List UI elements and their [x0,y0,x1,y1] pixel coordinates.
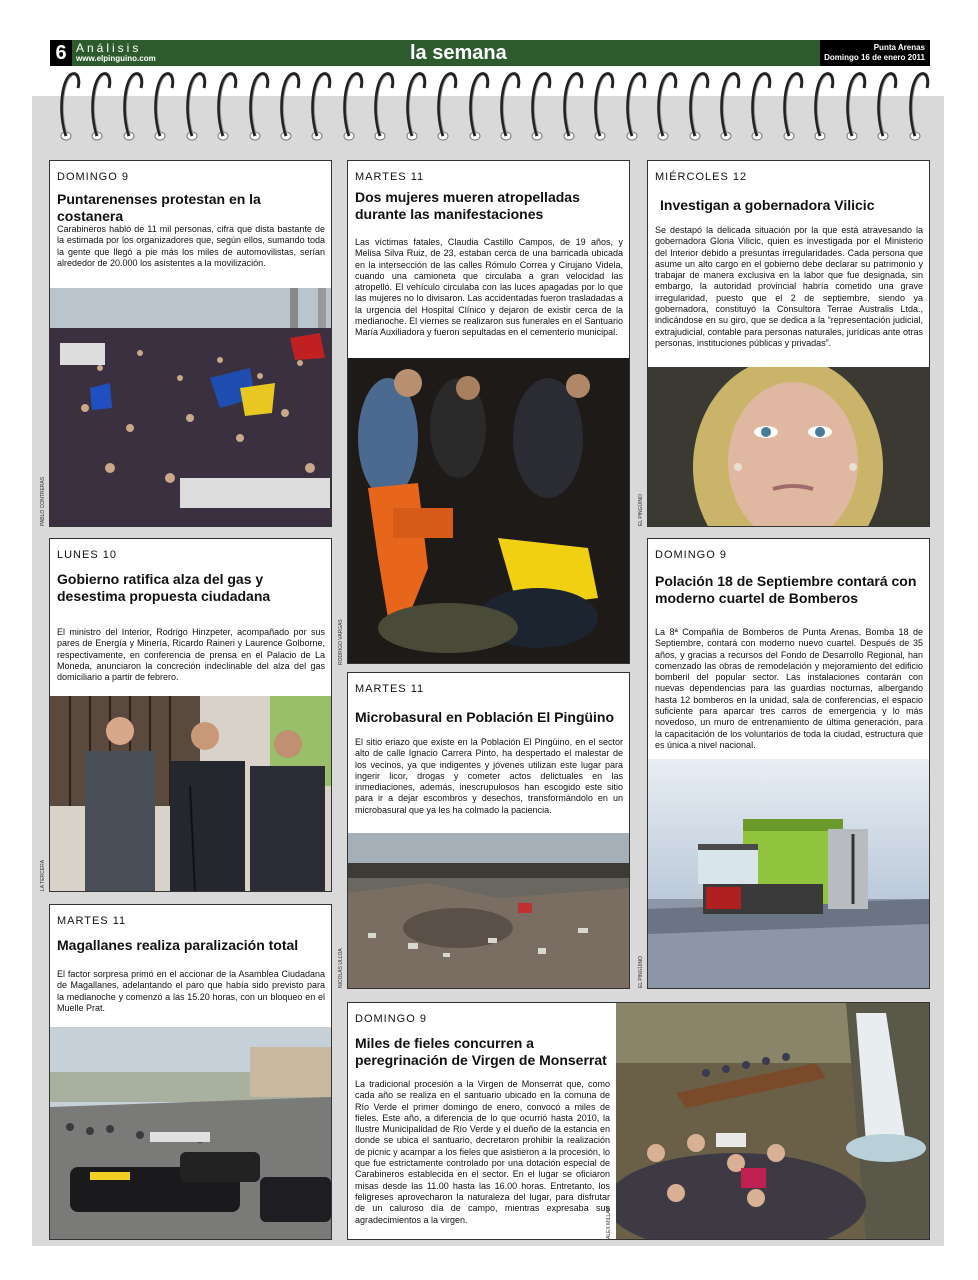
binding-ring [720,70,742,148]
photo-credit: NICOLÁS ULLOA [338,948,344,988]
article-day: MARTES 11 [355,171,425,183]
binding-ring [154,70,176,148]
binding-ring [751,70,773,148]
article-body: Las víctimas fatales, Claudia Castillo Campos, de 19 años, y Melisa Silva Ruiz, de 23, estaban cerca de una barricada ubicada en la intersección de las calles Rómulo Correa y Cirujano Videla, cuando una camioneta que circulaba a gran velocidad las atropelló. El vehículo circulaba con las luces apagadas por lo que las mujeres no lo divisaron. Las accidentadas fueron trasladadas a la urgencia del Hospital Clínico y dejaron de existir cerca de la medianoche. El viernes se realizaron sus funerales en el Santuario María Auxiliadora y fueron sepultadas en el cementerio municipal. [355,237,623,338]
binding-ring [500,70,522,148]
binding-ring [626,70,648,148]
photo-credit: ALEX MILLAO [606,1206,612,1239]
photo-credit: LA TERCERA [40,859,46,891]
article-paralizacion [49,904,332,1240]
binding-ring [343,70,365,148]
spiral-binding [50,70,930,150]
ministers-photo [50,696,331,891]
road-blockade-photo [50,1027,331,1239]
article-title: Puntarenenses protestan en la costanera [57,191,261,224]
binding-ring [249,70,271,148]
section-title: la semana [410,42,507,64]
article-bomberos [638,538,930,989]
binding-ring [91,70,113,148]
article-day: MARTES 11 [355,683,425,695]
accident-photo [348,358,629,663]
article-day: LUNES 10 [57,549,117,561]
binding-ring [814,70,836,148]
article-day: DOMINGO 9 [655,549,727,561]
article-monserrat [347,1002,930,1240]
binding-ring [311,70,333,148]
article-title: Magallanes realiza paralización total [57,937,299,953]
binding-ring [846,70,868,148]
pilgrimage-photo [616,1003,929,1239]
binding-ring [563,70,585,148]
article-day: MARTES 11 [57,915,127,927]
binding-ring [594,70,616,148]
article-title: Gobierno ratifica alza del gas y desestima propuesta ciudadana [57,571,271,604]
article-body: Carabineros habló de 11 mil personas, cifra que dista bastante de la estimada por los organizadores que, según ellos, sumando toda la gente que llegó a pie más los miles de automovilistas, serían alrededor de 20.000 los asistentes a la movilización. [57,224,325,268]
page-number: 6 [50,40,72,66]
article-gas [40,538,332,892]
website-url[interactable]: www.elpinguino.com [76,54,156,63]
article-body: El factor sorpresa primó en el accionar de la Asamblea Ciudadana de Magallanes, adelantando el paro que había sido previsto para la medianoche y comenzó a las 15.20 horas, con un bloqueo en el Muelle Prat. [57,969,325,1013]
article-gobernadora [638,160,930,527]
article-day: DOMINGO 9 [57,171,129,183]
binding-ring [783,70,805,148]
binding-ring [531,70,553,148]
garbage-site-photo [348,833,629,988]
governor-portrait [648,367,929,526]
binding-ring [217,70,239,148]
binding-ring [280,70,302,148]
binding-ring [123,70,145,148]
binding-ring [437,70,459,148]
article-title: Investigan a gobernadora Vilicic [660,197,875,213]
article-atropelladas [338,160,630,665]
article-day: DOMINGO 9 [355,1013,427,1025]
article-title: Polación 18 de Septiembre contará con moderno cuartel de Bomberos [655,573,917,606]
article-body: El sitio eriazo que existe en la Población El Pingüino, en el sector alto de calle Ignacio Carrera Pinto, ha despertado el malestar de los vecinos, ya que indigentes y jóvenes utilizan este lugar para ingerir licor, drogas y cometer actos delictuales en las inmediaciones, además, inescrupulosos han escogido este sitio para ir a dejar escombros y desechos, transformándolo en un microbasural que ya les ha colmado la paciencia. [355,737,623,815]
article-puntarenenses [40,160,332,527]
binding-ring [909,70,931,148]
article-day: MIÉRCOLES 12 [655,171,748,183]
page-header [50,40,930,66]
binding-ring [186,70,208,148]
binding-ring [60,70,82,148]
binding-ring [877,70,899,148]
article-body: La 8ª Compañía de Bomberos de Punta Arenas, Bomba 18 de Septiembre, contará con moderno nuevo cuartel. Después de 35 años, y gracias a recursos del Fondo de Desarrollo Regional, han comenzado las obras de remodelación y mejoramiento del edificio bomberil del popular sector. Las instalaciones contarán con nuevas dependencias para las guardias nocturnas, albergando hasta 12 bomberos en la unidad, sala de conferencias, el espacio suficiente para aparcar tres carros de emergencia y lo más novedoso, un muro de entrenamiento de última generación, para la capacitación de los voluntarios de toda la ciudad, estructura que es única a nivel nacional. [655,627,923,750]
article-body: Se destapó la delicada situación por la que está atravesando la gobernadora Gloria Vilicic, quien es investigada por el Ministerio del Interior debido a presuntas irregularidades. Cada persona que asume un alto cargo en el gobierno debe declarar su patrimonio y trabajar de manera exclusiva en la labor que fue designada, sin embargo, la autoridad provincial habría cometido una grave irregularidad, puesto que el 2 de septiembre, siendo ya gobernadora, constituyó la Consultora Terrae Australis Ltda., indicándose en su giro, que se dedica a la “representación judicial, extrajudicial, contable para personas naturales, jurídicas ante otras personas, instituciones públicas y privadas”. [655,225,923,348]
photo-credit: EL PINGÜINO [638,955,644,988]
binding-ring [689,70,711,148]
binding-ring [657,70,679,148]
article-body: La tradicional procesión a la Virgen de Monserrat que, como cada año se realiza en el santuario ubicado en la comuna de Río Verde el primer domingo de enero, convocó a miles de fieles. Este año, a diferencia de lo que ocurrió hasta 2010, la Ilustre Municipalidad de Río Verde y el dueño de la estancia en donde se ubica el santuario, decretaron prohibir la realización de picnic y acampar a los fieles que asistieron a la procesión, lo que fue estrictamente controlado por una dotación especial de Carabineros establecida en el sector. En el lugar se oficiaron misas desde las 11.00 hasta las 16.00 horas. Entretanto, los feligreses aprovecharon la naturaleza del lugar, para disfrutar de un caluroso día de campo, mientras expresaba sus agradecimientos a la virgen. [355,1079,610,1225]
photo-credit: RODRIGO VARGAS [338,619,344,665]
binding-ring [374,70,396,148]
protest-photo [50,288,331,526]
article-body: El ministro del Interior, Rodrigo Hinzpeter, acompañado por sus pares de Energía y Minería, Ricardo Raineri y Laurence Golborne, respectivamente, en conferencia de prensa en el Palacio de La Moneda, anunciaron la concreción indeclinable del alza del gas domiciliario a partir de febrero. [57,627,325,683]
edition-city: Punta Arenas [873,43,925,52]
article-title: Miles de fieles concurren a peregrinación de Virgen de Monserrat [355,1035,607,1068]
article-title: Microbasural en Población El Pingüino [355,709,615,725]
brand-logo: Análisis [76,41,142,55]
edition-date: Domingo 16 de enero 2011 [824,53,925,62]
photo-credit: PABLO CONTRERAS [40,476,46,526]
binding-ring [406,70,428,148]
photo-credit: EL PINGÜINO [638,493,644,526]
edition-date-box [820,40,930,66]
article-microbasural [338,672,630,989]
binding-ring [469,70,491,148]
article-title: Dos mujeres mueren atropelladas durante las manifestaciones [355,189,580,222]
fire-station-render [648,759,929,988]
